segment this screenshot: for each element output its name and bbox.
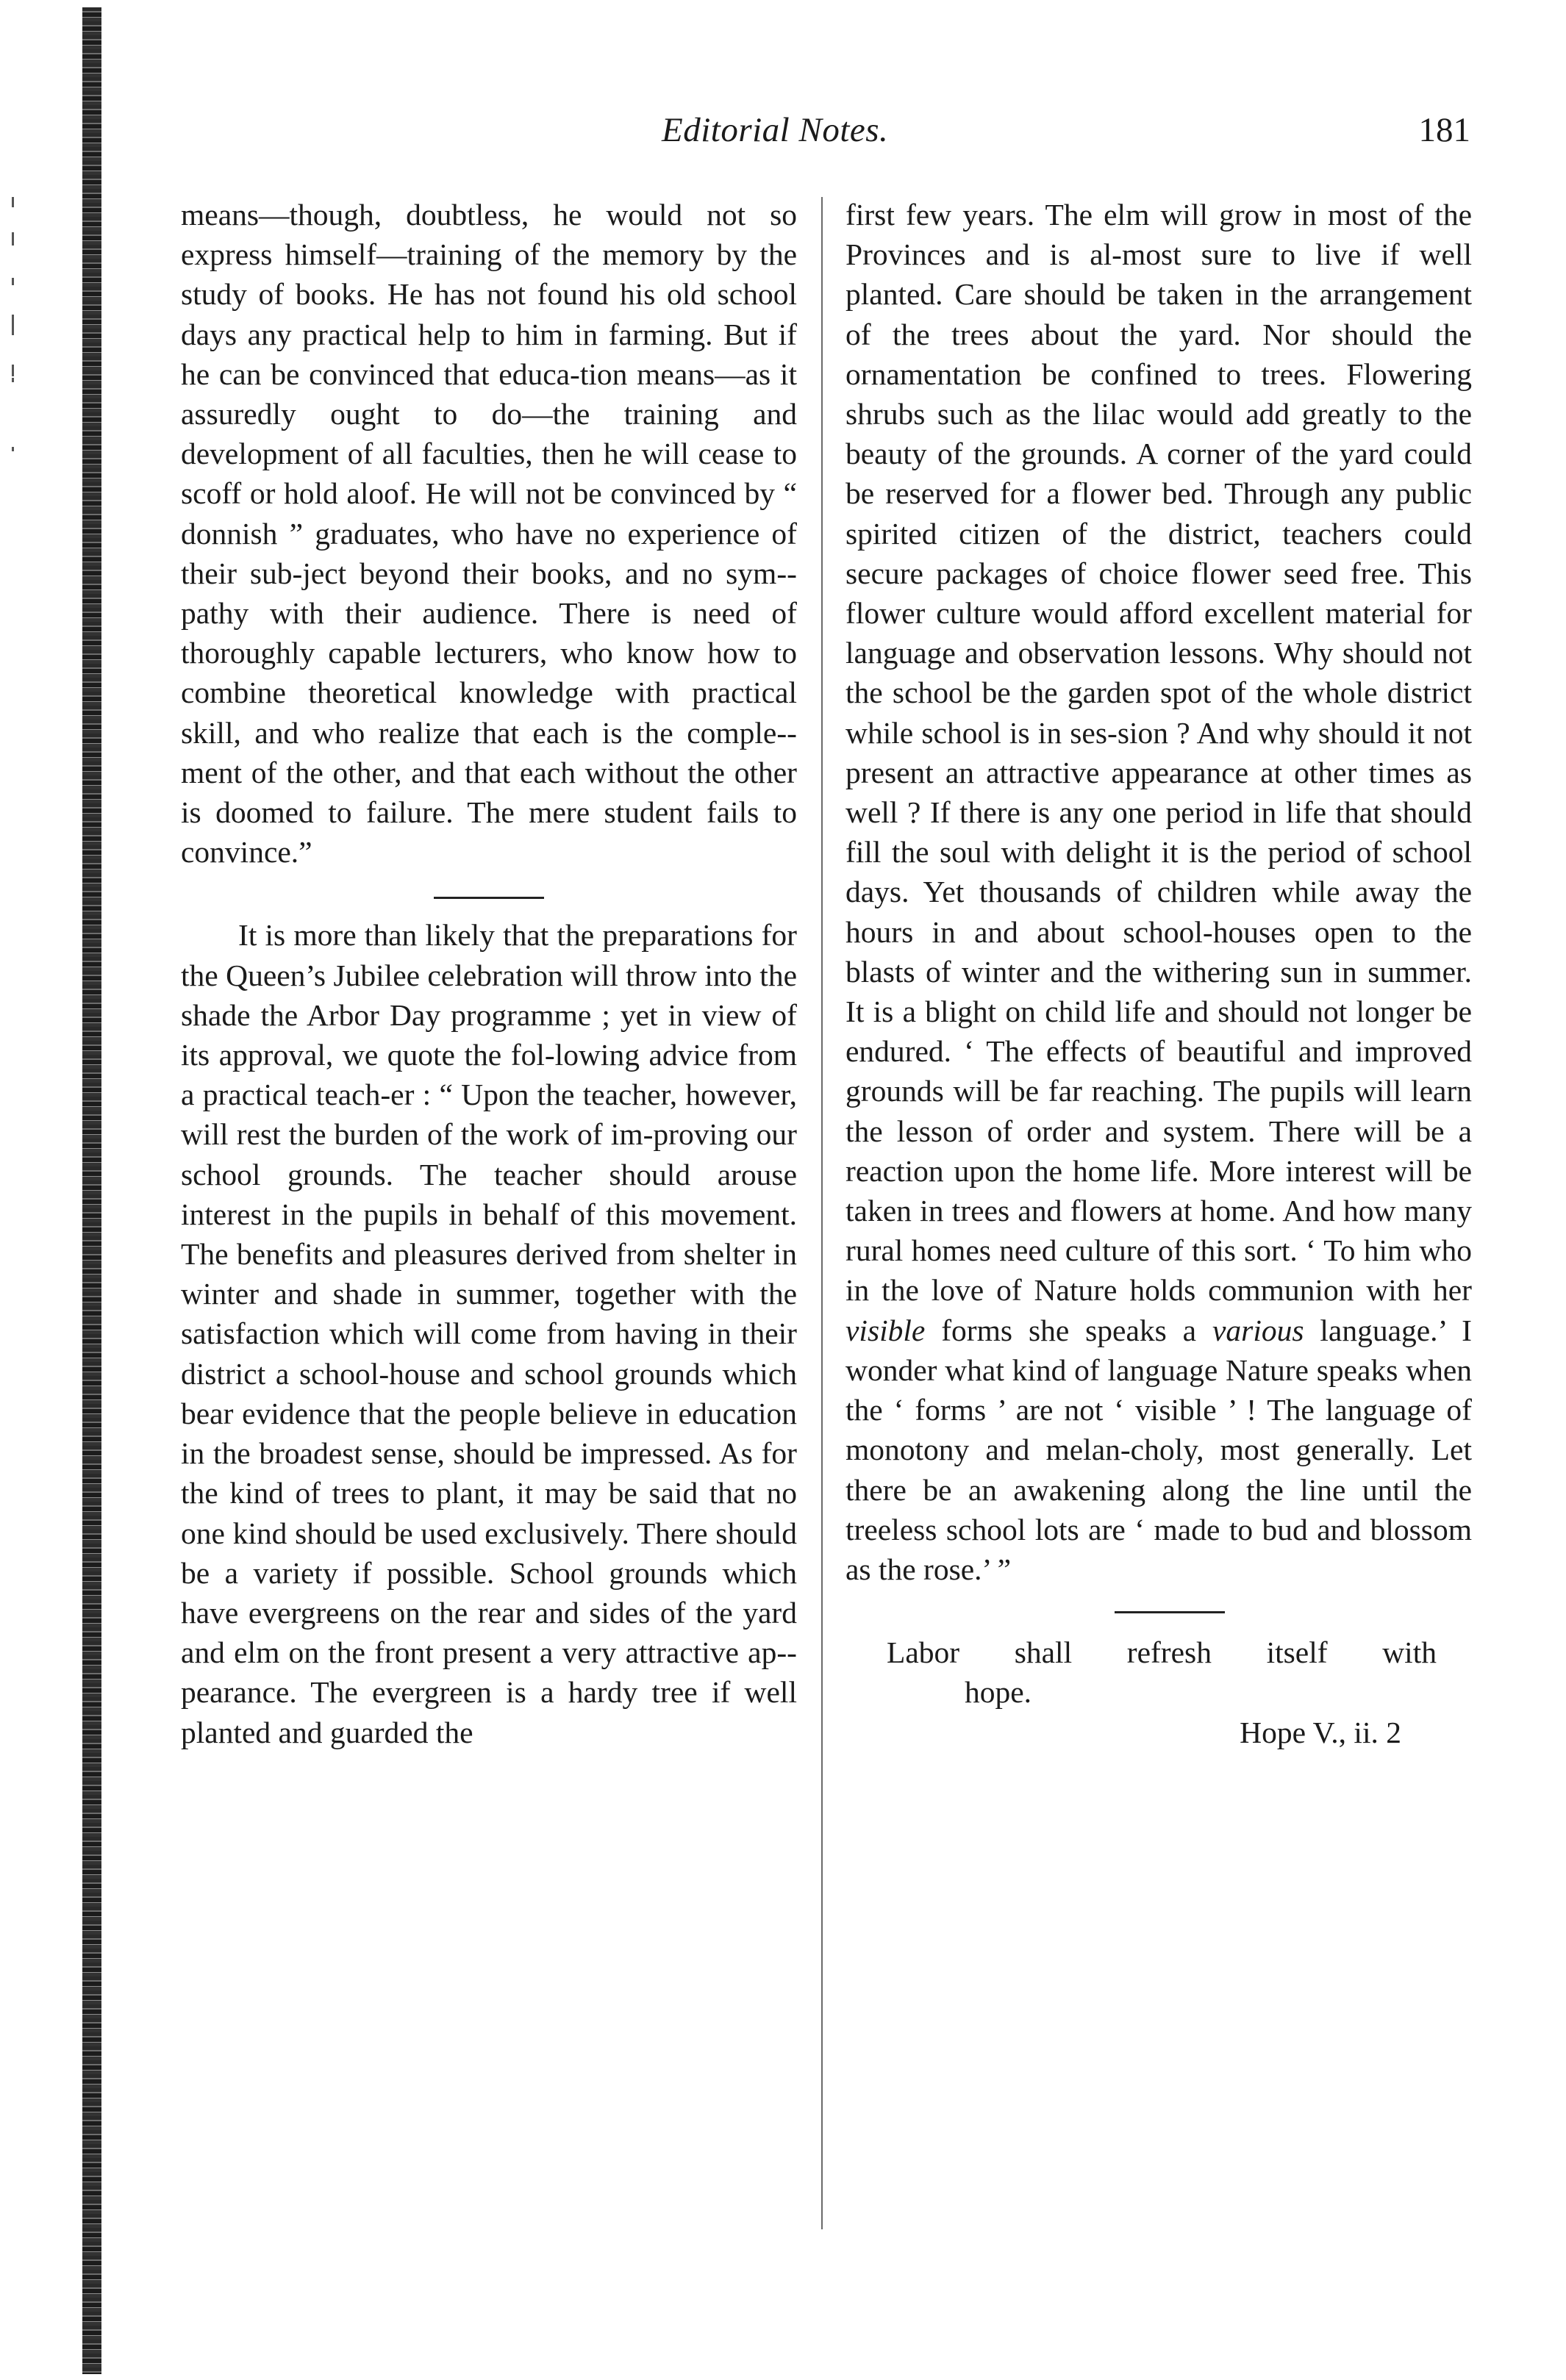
- epigraph-source: Hope V., ii. 2: [1240, 1715, 1401, 1749]
- epigraph-line: hope.: [965, 1675, 1032, 1710]
- epigraph: [845, 1632, 1472, 1752]
- paragraph: It is more than likely that the preparations for the Queen’s Jubilee celebration will throw into the shade the Arbor Day programme ; yet in view of its approval, we quote the fol-lowing advice from a practical teach-er : “ Upon the teacher, however, will rest the burden of the work of im-proving our school grounds. The teacher should arouse interest in the pupils in behalf of this movement. The benefits and pleasures derived from shelter in winter and shade in summer, together with the satisfaction which will come from having in their district a school-house and school grounds which bear evidence that the people believe in education in the broadest sense, should be impressed. As for the kind of trees to plant, it may be said that no one kind should be used exclusively. There should be a variety if possible. School grounds which have evergreens on the rear and sides of the yard and elm on the front present a very attractive ap-pearance. The evergreen is a hardy tree if well planted and guarded the: [181, 918, 797, 1749]
- epigraph-line: Labor shall refresh itself with: [887, 1635, 1437, 1670]
- column-divider: [821, 197, 823, 2229]
- paragraph-text: forms she speaks a: [941, 1313, 1197, 1347]
- paragraph: [845, 195, 1472, 1589]
- margin-marks: [9, 197, 24, 462]
- right-column: [845, 195, 1472, 1752]
- page-number: 181: [1418, 111, 1470, 149]
- left-column: [181, 195, 797, 1752]
- section-divider: [434, 897, 544, 899]
- binding-edge: [82, 7, 101, 2374]
- italic-word: visible: [845, 1313, 926, 1347]
- italic-word: various: [1212, 1313, 1304, 1347]
- paragraph-text: first few years. The elm will grow in most of the Provinces and is al-most sure to live if well planted. Care should be taken in the arrangement of the trees about the yard. Nor should the ornamentation be confined to trees. Flowering shrubs such as the lilac would add greatly to the beauty of the grounds. A corner of the yard could be reserved for a flower bed. Through any public spirited citizen of the district, teachers could secure packages of choice flower seed free. This flower culture would afford excellent material for language and observation lessons. Why should not the school be the garden spot of the whole district while school is in ses-sion ? And why should it not present an attractive appearance at other times as well ? If there is any one period in life that should fill the soul with delight it is the period of school days. Yet thousands of children while away the hours in and about school-houses open to the blasts of winter and the withering sun in summer. It is a blight on child life and should not longer be endured. ‘ The effects of beautiful and improved grounds will be far reaching. The pupils will learn the lesson of order and system. There will be a reaction upon the home life. More interest will be taken in trees and flowers at home. And how many rural homes need culture of this sort. ‘ To him who in the love of Nature holds communion with her: [845, 198, 1472, 1308]
- running-head: Editorial Notes.: [662, 111, 889, 149]
- paragraph-text: language.’ I wonder what kind of language Nature speaks when the ‘ forms ’ are not ‘ visible ’ ! The language of monotony and melan-choly, most generally. Let there be an awakening along the line until the treeless school lots are ‘ made to bud and blossom as the rose.’ ”: [845, 1313, 1473, 1586]
- section-divider: [1115, 1611, 1225, 1613]
- paragraph: means—though, doubtless, he would not so express himself—training of the memory by the study of books. He has not found his old school days any practical help to him in farming. But if he can be convinced that educa-tion means—as it assuredly ought to do—the training and development of all faculties, then he will cease to scoff or hold aloof. He will not be convinced by “ donnish ” graduates, who have no experience of their sub-ject beyond their books, and no sym-pathy with their audience. There is need of thoroughly capable lecturers, who know how to combine theoretical knowledge with practical skill, and who realize that each is the comple-ment of the other, and that each without the other is doomed to failure. The mere student fails to convince.”: [181, 198, 797, 870]
